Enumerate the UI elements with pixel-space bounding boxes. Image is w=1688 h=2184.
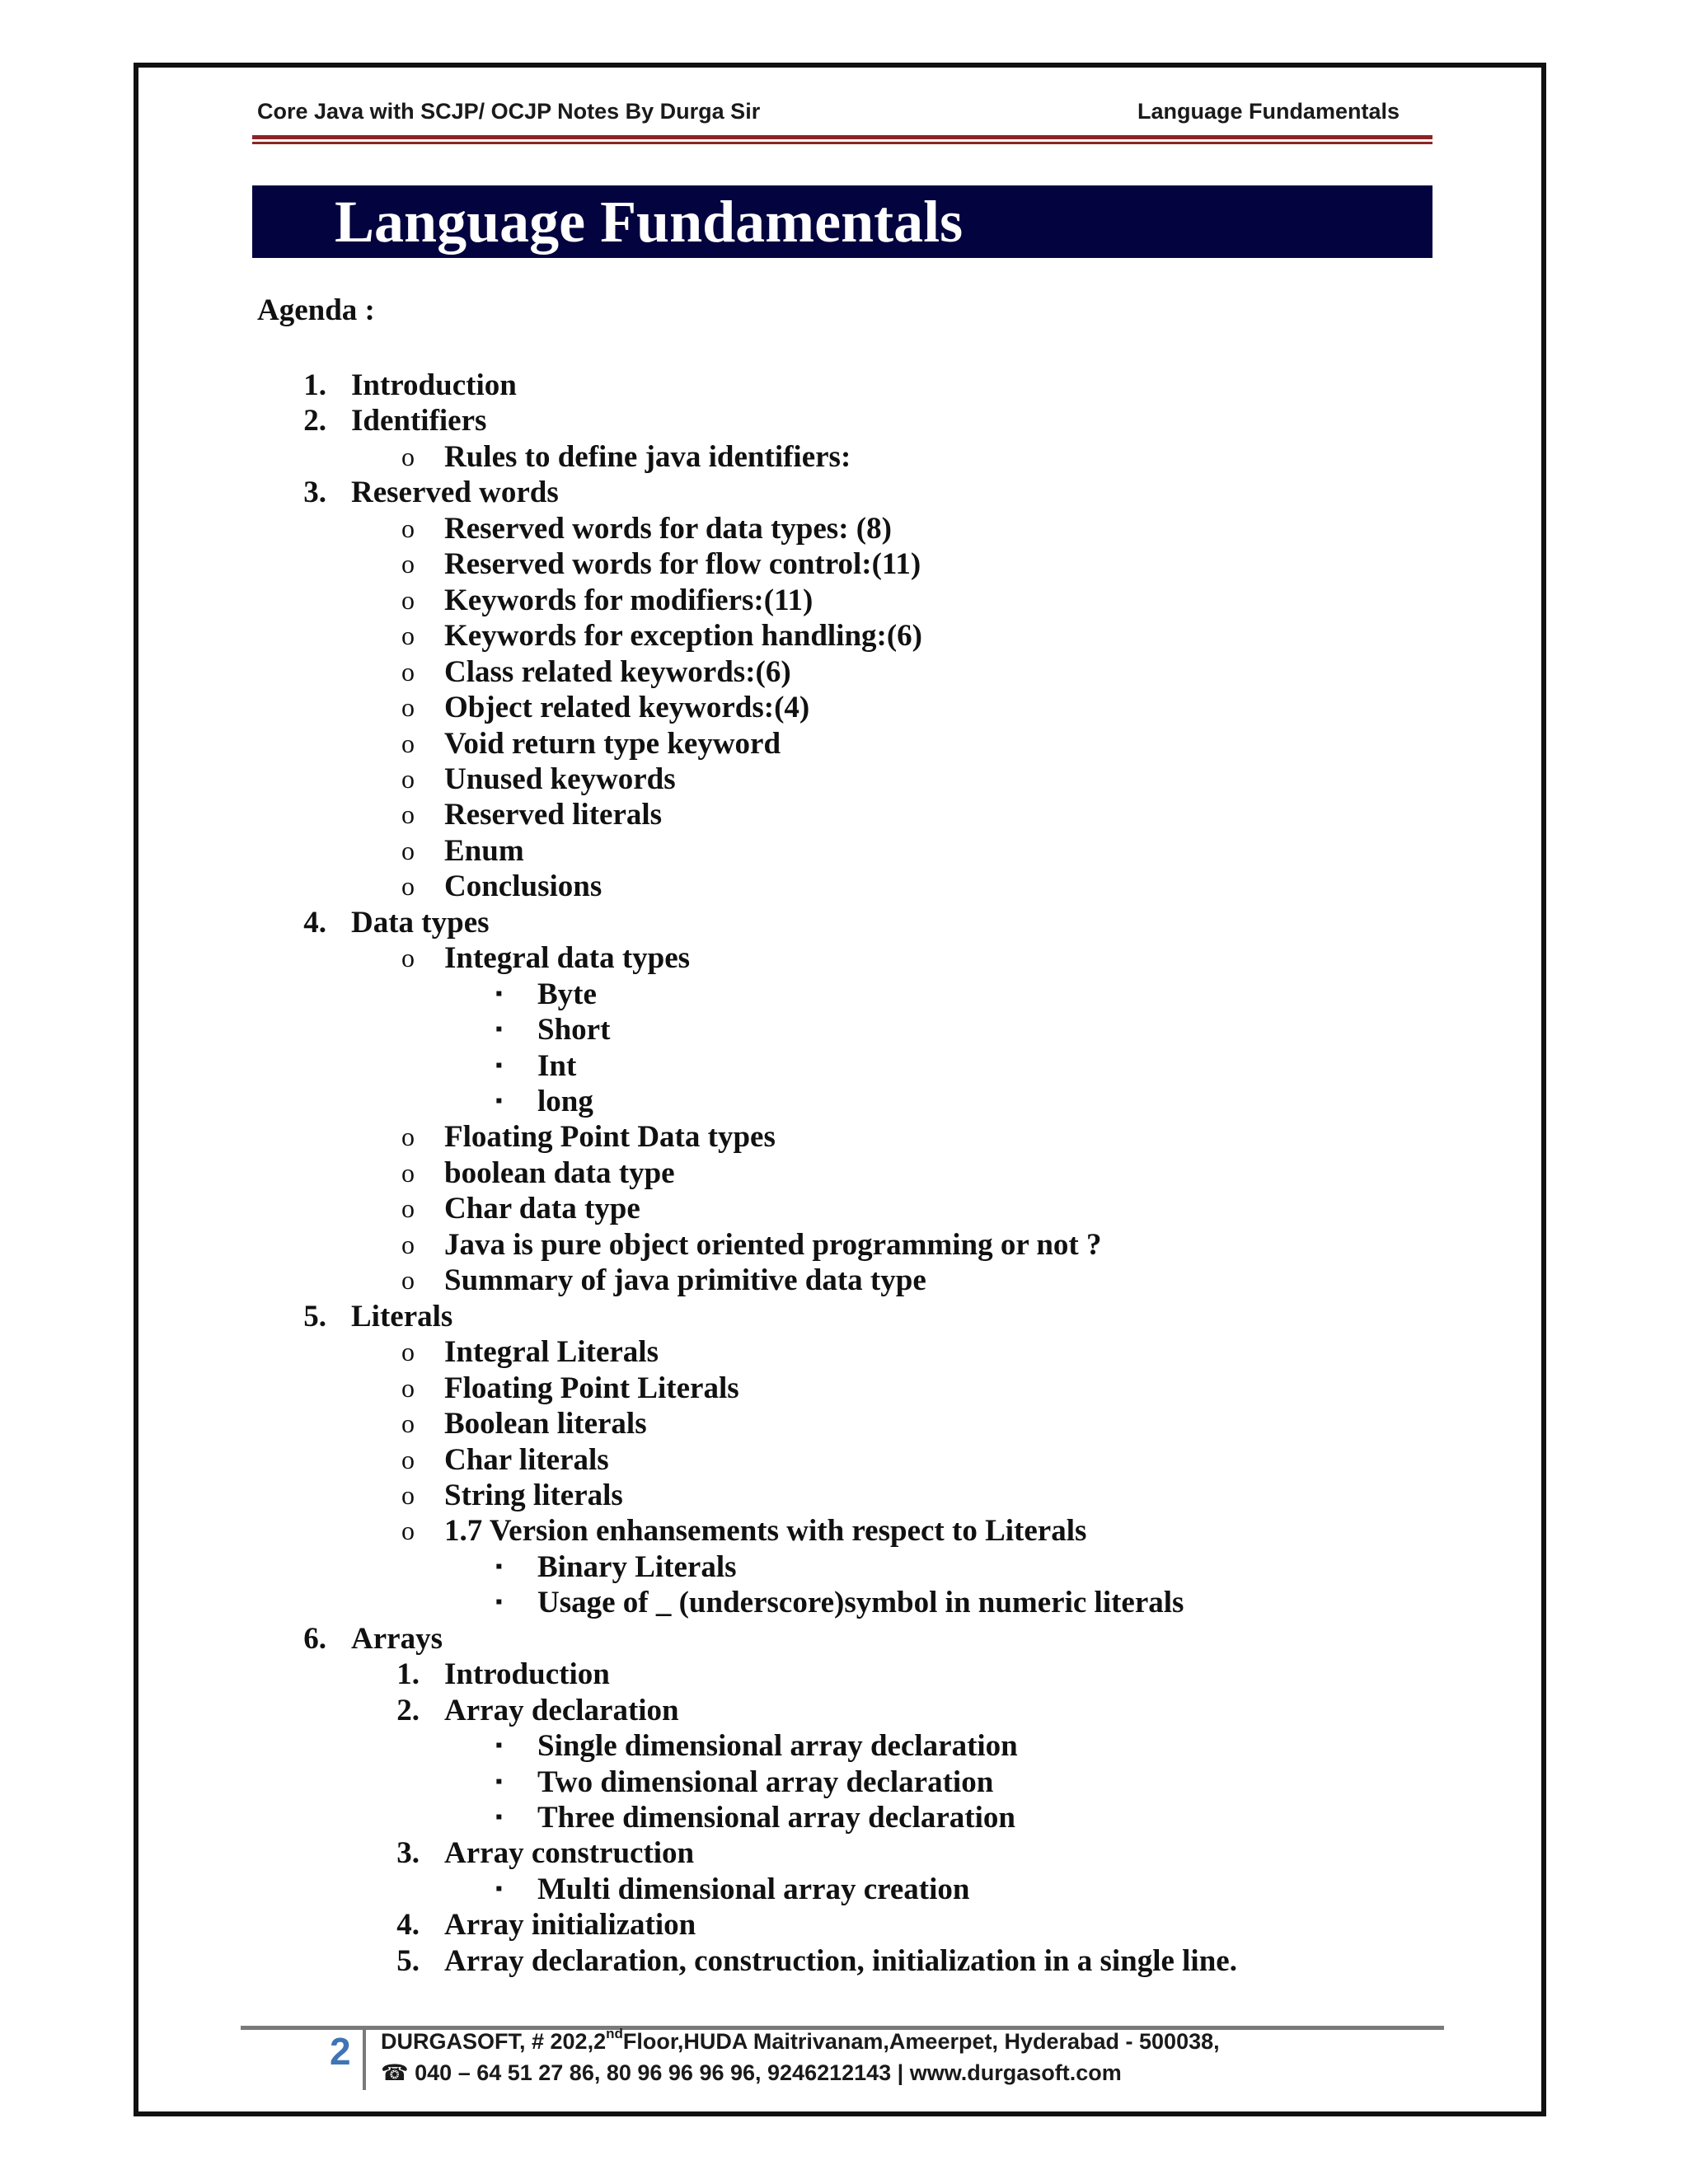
circle-bullet-icon: o bbox=[401, 441, 415, 471]
circle-bullet-icon: o bbox=[401, 1408, 415, 1439]
list-item bbox=[0, 1191, 1688, 1226]
list-item bbox=[0, 1263, 1688, 1298]
list-item-text: Reserved words for data types: (8) bbox=[444, 511, 892, 546]
list-item-text: Single dimensional array declaration bbox=[537, 1729, 1018, 1764]
circle-bullet-icon: o bbox=[401, 1444, 415, 1474]
list-number: 2. bbox=[303, 404, 326, 438]
list-item bbox=[0, 977, 1688, 1012]
circle-bullet-icon: o bbox=[401, 1122, 415, 1152]
circle-bullet-icon: o bbox=[401, 1479, 415, 1510]
circle-bullet-icon: o bbox=[401, 799, 415, 830]
circle-bullet-icon: o bbox=[401, 1229, 415, 1259]
list-item-text: Array declaration bbox=[444, 1693, 679, 1727]
circle-bullet-icon: o bbox=[401, 692, 415, 723]
list-item bbox=[0, 475, 1688, 510]
circle-bullet-icon: o bbox=[401, 656, 415, 687]
list-item bbox=[0, 511, 1688, 546]
circle-bullet-icon: o bbox=[401, 943, 415, 973]
list-item bbox=[0, 726, 1688, 762]
circle-bullet-icon: o bbox=[401, 1157, 415, 1188]
list-item bbox=[0, 1835, 1688, 1871]
footer-contact-text: 040 – 64 51 27 86, 80 96 96 96 96, 9246212143 | www.durgasoft.com bbox=[408, 2060, 1122, 2085]
footer-address-prefix: DURGASOFT, # 202,2 bbox=[381, 2029, 607, 2054]
list-item bbox=[0, 1549, 1688, 1585]
list-item bbox=[0, 1371, 1688, 1406]
square-bullet-icon: ▪ bbox=[495, 1555, 503, 1577]
list-item-text: boolean data type bbox=[444, 1155, 675, 1190]
list-number: 5. bbox=[396, 1943, 420, 1978]
page-title: Language Fundamentals bbox=[335, 189, 964, 255]
list-item-text: Short bbox=[537, 1013, 611, 1047]
list-item bbox=[0, 1227, 1688, 1263]
list-item bbox=[0, 940, 1688, 976]
running-header-right: Language Fundamentals bbox=[1137, 99, 1400, 124]
list-item bbox=[0, 1299, 1688, 1334]
list-item bbox=[0, 583, 1688, 618]
footer-contact bbox=[381, 2060, 1122, 2086]
list-item bbox=[0, 1048, 1688, 1084]
list-number: 4. bbox=[396, 1908, 420, 1943]
agenda-label: Agenda : bbox=[257, 293, 375, 327]
square-bullet-icon: ▪ bbox=[495, 1054, 503, 1076]
list-item-text: String literals bbox=[444, 1478, 623, 1512]
list-item-text: Void return type keyword bbox=[444, 726, 781, 761]
list-item bbox=[0, 1012, 1688, 1047]
circle-bullet-icon: o bbox=[401, 763, 415, 794]
list-item-text: Multi dimensional array creation bbox=[537, 1872, 970, 1906]
list-number: 5. bbox=[303, 1299, 326, 1333]
list-item-text: Class related keywords:(6) bbox=[444, 654, 791, 689]
list-item bbox=[0, 1728, 1688, 1764]
list-item bbox=[0, 1657, 1688, 1692]
footer-address bbox=[381, 2026, 1220, 2055]
circle-bullet-icon: o bbox=[401, 1193, 415, 1224]
list-item bbox=[0, 1585, 1688, 1620]
list-number: 2. bbox=[396, 1693, 420, 1727]
circle-bullet-icon: o bbox=[401, 584, 415, 615]
list-item-text: Keywords for modifiers:(11) bbox=[444, 583, 814, 617]
list-item-text: Integral data types bbox=[444, 941, 691, 976]
list-item bbox=[0, 1155, 1688, 1191]
list-item bbox=[0, 1084, 1688, 1119]
list-item bbox=[0, 1442, 1688, 1478]
footer-divider bbox=[363, 2029, 366, 2090]
list-item bbox=[0, 1119, 1688, 1155]
square-bullet-icon: ▪ bbox=[495, 1877, 503, 1900]
list-number: 3. bbox=[396, 1836, 420, 1871]
square-bullet-icon: ▪ bbox=[495, 1770, 503, 1793]
phone-icon: ☎ bbox=[381, 2060, 409, 2085]
list-item-text: Rules to define java identifiers: bbox=[444, 439, 851, 474]
list-number: 1. bbox=[303, 368, 326, 402]
list-item-text: Array construction bbox=[444, 1836, 695, 1871]
list-item-text: Three dimensional array declaration bbox=[537, 1801, 1015, 1835]
list-item-text: Identifiers bbox=[351, 404, 487, 438]
list-item bbox=[0, 1406, 1688, 1441]
list-item-text: Object related keywords:(4) bbox=[444, 691, 810, 725]
circle-bullet-icon: o bbox=[401, 1265, 415, 1296]
list-item-text: Summary of java primitive data type bbox=[444, 1263, 926, 1298]
list-item-text: Reserved words for flow control:(11) bbox=[444, 547, 921, 582]
list-item bbox=[0, 1621, 1688, 1657]
circle-bullet-icon: o bbox=[401, 1337, 415, 1367]
square-bullet-icon: ▪ bbox=[495, 1090, 503, 1112]
list-item-text: Reserved literals bbox=[444, 798, 663, 832]
list-item bbox=[0, 654, 1688, 690]
header-rule-secondary bbox=[252, 142, 1432, 144]
list-item bbox=[0, 833, 1688, 869]
circle-bullet-icon: o bbox=[401, 871, 415, 902]
list-item bbox=[0, 1513, 1688, 1549]
list-item-text: Array declaration, construction, initialization in a single line. bbox=[444, 1943, 1237, 1978]
list-item bbox=[0, 1693, 1688, 1728]
list-item bbox=[0, 1872, 1688, 1907]
square-bullet-icon: ▪ bbox=[495, 1807, 503, 1828]
list-item bbox=[0, 762, 1688, 797]
footer-address-suffix: Floor,HUDA Maitrivanam,Ameerpet, Hyderabad - 500038, bbox=[622, 2029, 1220, 2054]
list-item-text: Reserved words bbox=[351, 476, 559, 510]
list-item-text: Byte bbox=[537, 977, 597, 1011]
list-item bbox=[0, 1943, 1688, 1979]
circle-bullet-icon: o bbox=[401, 835, 415, 865]
square-bullet-icon: ▪ bbox=[495, 1735, 503, 1757]
square-bullet-icon: ▪ bbox=[495, 1019, 503, 1041]
list-item-text: Arrays bbox=[351, 1621, 443, 1656]
list-item bbox=[0, 368, 1688, 403]
list-item-text: Enum bbox=[444, 833, 524, 868]
circle-bullet-icon: o bbox=[401, 621, 415, 651]
list-item-text: Introduction bbox=[444, 1657, 610, 1692]
list-item bbox=[0, 546, 1688, 582]
list-item-text: Data types bbox=[351, 905, 490, 940]
list-item bbox=[0, 1907, 1688, 1943]
list-item-text: Integral Literals bbox=[444, 1335, 659, 1370]
list-item-text: Introduction bbox=[351, 368, 517, 402]
list-number: 6. bbox=[303, 1621, 326, 1656]
list-item-text: Int bbox=[537, 1048, 577, 1083]
list-item-text: Keywords for exception handling:(6) bbox=[444, 619, 923, 654]
header-rule bbox=[252, 135, 1432, 139]
list-item-text: Unused keywords bbox=[444, 762, 676, 796]
list-item bbox=[0, 618, 1688, 654]
circle-bullet-icon: o bbox=[401, 728, 415, 758]
list-item bbox=[0, 1478, 1688, 1513]
square-bullet-icon: ▪ bbox=[495, 982, 503, 1005]
list-item-text: Java is pure object oriented programming or not ? bbox=[444, 1227, 1102, 1262]
list-item bbox=[0, 905, 1688, 940]
list-item bbox=[0, 439, 1688, 475]
list-item-text: Char literals bbox=[444, 1442, 609, 1477]
list-item-text: Literals bbox=[351, 1299, 453, 1333]
list-number: 1. bbox=[396, 1657, 420, 1692]
square-bullet-icon: ▪ bbox=[495, 1591, 503, 1614]
list-number: 3. bbox=[303, 476, 326, 510]
list-item bbox=[0, 403, 1688, 438]
list-item-text: 1.7 Version enhansements with respect to Literals bbox=[444, 1514, 1087, 1549]
list-item bbox=[0, 1334, 1688, 1370]
list-item-text: Boolean literals bbox=[444, 1407, 647, 1441]
list-item-text: Floating Point Data types bbox=[444, 1120, 776, 1155]
circle-bullet-icon: o bbox=[401, 549, 415, 579]
circle-bullet-icon: o bbox=[401, 513, 415, 543]
list-item bbox=[0, 1800, 1688, 1835]
list-item bbox=[0, 869, 1688, 904]
list-item-text: Floating Point Literals bbox=[444, 1371, 739, 1405]
circle-bullet-icon: o bbox=[401, 1516, 415, 1546]
list-number: 4. bbox=[303, 905, 326, 940]
running-header-left: Core Java with SCJP/ OCJP Notes By Durga Sir bbox=[257, 99, 761, 124]
footer-address-sup: nd bbox=[606, 2026, 623, 2041]
circle-bullet-icon: o bbox=[401, 1372, 415, 1403]
list-item-text: Conclusions bbox=[444, 869, 603, 904]
list-item-text: Two dimensional array declaration bbox=[537, 1765, 994, 1799]
list-item bbox=[0, 1765, 1688, 1800]
list-item-text: Char data type bbox=[444, 1192, 640, 1226]
title-banner bbox=[252, 185, 1432, 258]
list-item bbox=[0, 797, 1688, 832]
page-number: 2 bbox=[330, 2030, 351, 2073]
list-item-text: Usage of _ (underscore)symbol in numeric literals bbox=[537, 1586, 1184, 1620]
list-item-text: long bbox=[537, 1085, 593, 1118]
list-item-text: Binary Literals bbox=[537, 1549, 737, 1584]
list-item bbox=[0, 690, 1688, 725]
list-item-text: Array initialization bbox=[444, 1908, 696, 1943]
